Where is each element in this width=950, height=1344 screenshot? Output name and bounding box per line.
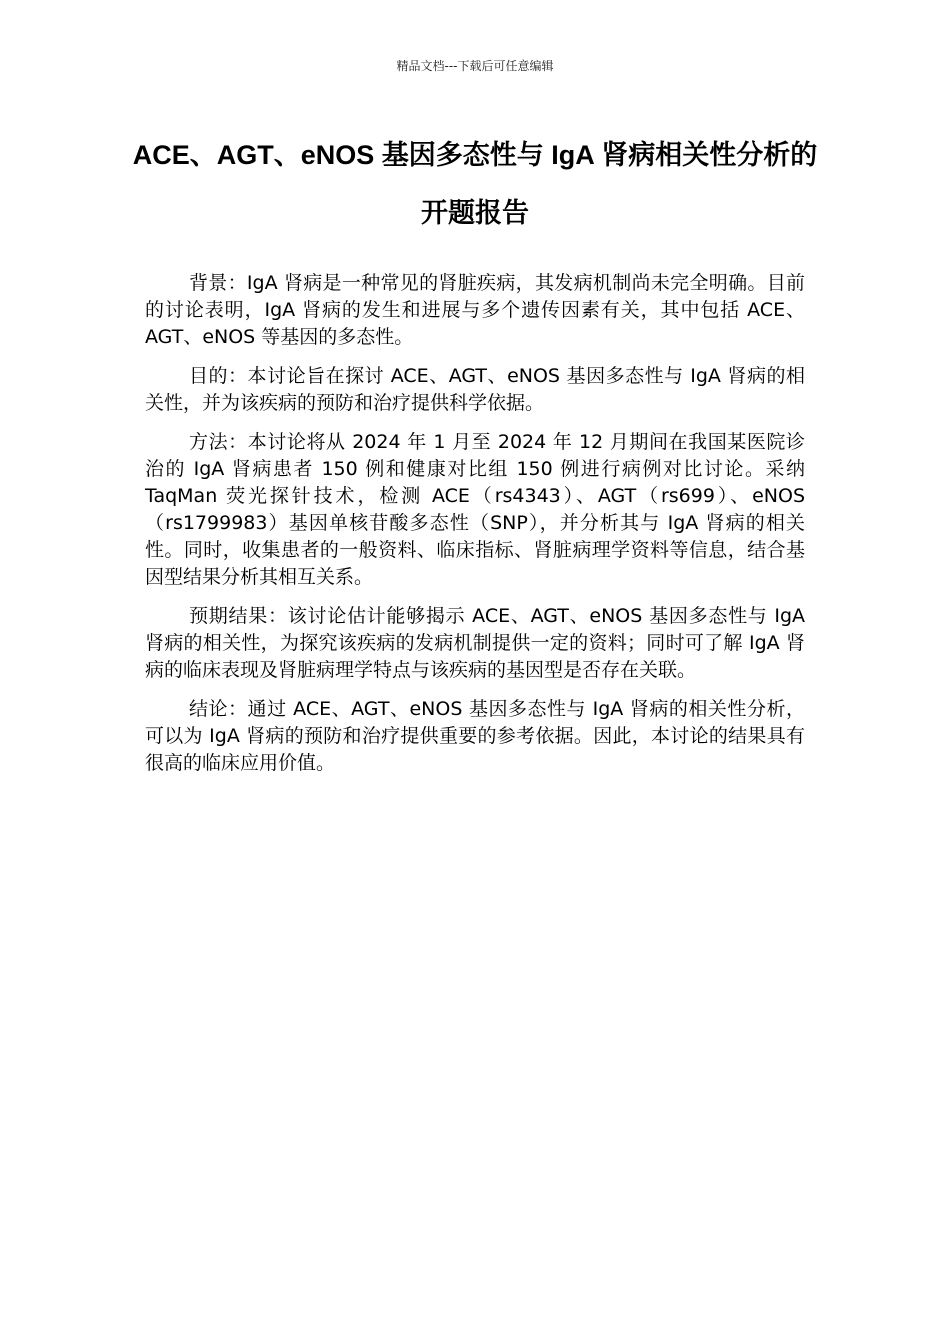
paragraph-background: 背景：IgA 肾病是一种常见的肾脏疾病，其发病机制尚未完全明确。目前的讨论表明，IgA 肾病的发生和进展与多个遗传因素有关，其中包括 ACE、AGT、eNOS 等基因的多态性。	[145, 272, 805, 348]
document-title: ACE、AGT、eNOS 基因多态性与 IgA 肾病相关性分析的开题报告	[132, 140, 818, 228]
paragraph-conclusion: 结论：通过 ACE、AGT、eNOS 基因多态性与 IgA 肾病的相关性分析，可以为 IgA 肾病的预防和治疗提供重要的参考依据。因此，本讨论的结果具有很高的临床应用价值。	[145, 698, 805, 774]
document-body	[145, 270, 805, 789]
document-header-note: 精品文档---下载后可任意编辑	[396, 59, 554, 73]
paragraph-expected-results: 预期结果：该讨论估计能够揭示 ACE、AGT、eNOS 基因多态性与 IgA 肾病的相关性，为探究该疾病的发病机制提供一定的资料；同时可了解 IgA 肾病的临床表现及肾脏病理学特点与该疾病的基因型是否存在关联。	[145, 605, 805, 681]
paragraph-methods: 方法：本讨论将从 2024 年 1 月至 2024 年 12 月期间在我国某医院诊治的 IgA 肾病患者 150 例和健康对比组 150 例进行病例对比讨论。采纳 TaqMan 荧光探针技术，检测 ACE（rs4343）、AGT（rs699）、eNOS（rs1799983）基因单核苷酸多态性（SNP），并分析其与 IgA 肾病的相关性。同时，收集患者的一般资料、临床指标、肾脏病理学资料等信息，结合基因型结果分析其相互关系。	[145, 431, 805, 588]
paragraph-objective: 目的：本讨论旨在探讨 ACE、AGT、eNOS 基因多态性与 IgA 肾病的相关性，并为该疾病的预防和治疗提供科学依据。	[145, 365, 805, 414]
